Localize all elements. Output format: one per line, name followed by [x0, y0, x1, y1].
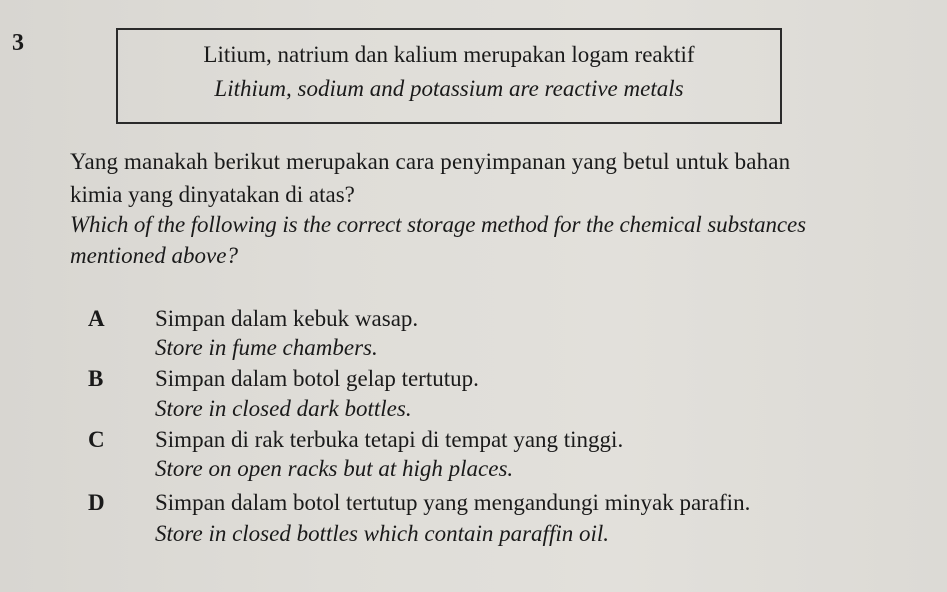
info-box — [116, 28, 782, 124]
stem-malay-line2: kimia yang dinyatakan di atas? — [70, 182, 355, 207]
info-box-english: Lithium, sodium and potassium are reactive metals — [214, 76, 684, 101]
option-letter: A — [88, 306, 105, 331]
option-letter: C — [88, 427, 105, 452]
question-number: 3 — [12, 30, 24, 56]
option-malay: Simpan dalam kebuk wasap. — [155, 306, 419, 331]
stem-english-line2: mentioned above? — [70, 243, 238, 268]
option-malay: Simpan di rak terbuka tetapi di tempat yang tinggi. — [155, 427, 624, 452]
option-malay: Simpan dalam botol tertutup yang mengandungi minyak parafin. — [155, 490, 751, 515]
option-letter: B — [88, 366, 104, 391]
option-letter: D — [88, 490, 105, 515]
stem-malay-line1: Yang manakah berikut merupakan cara penyimpanan yang betul untuk bahan — [70, 149, 791, 174]
option-malay: Simpan dalam botol gelap tertutup. — [155, 366, 479, 391]
option-english: Store in closed dark bottles. — [155, 396, 412, 421]
option-english: Store in fume chambers. — [155, 335, 378, 360]
stem-english-line1: Which of the following is the correct storage method for the chemical substances — [70, 212, 806, 237]
option-english: Store on open racks but at high places. — [155, 456, 514, 481]
info-box-malay: Litium, natrium dan kalium merupakan logam reaktif — [203, 42, 695, 67]
option-english: Store in closed bottles which contain paraffin oil. — [155, 521, 610, 546]
